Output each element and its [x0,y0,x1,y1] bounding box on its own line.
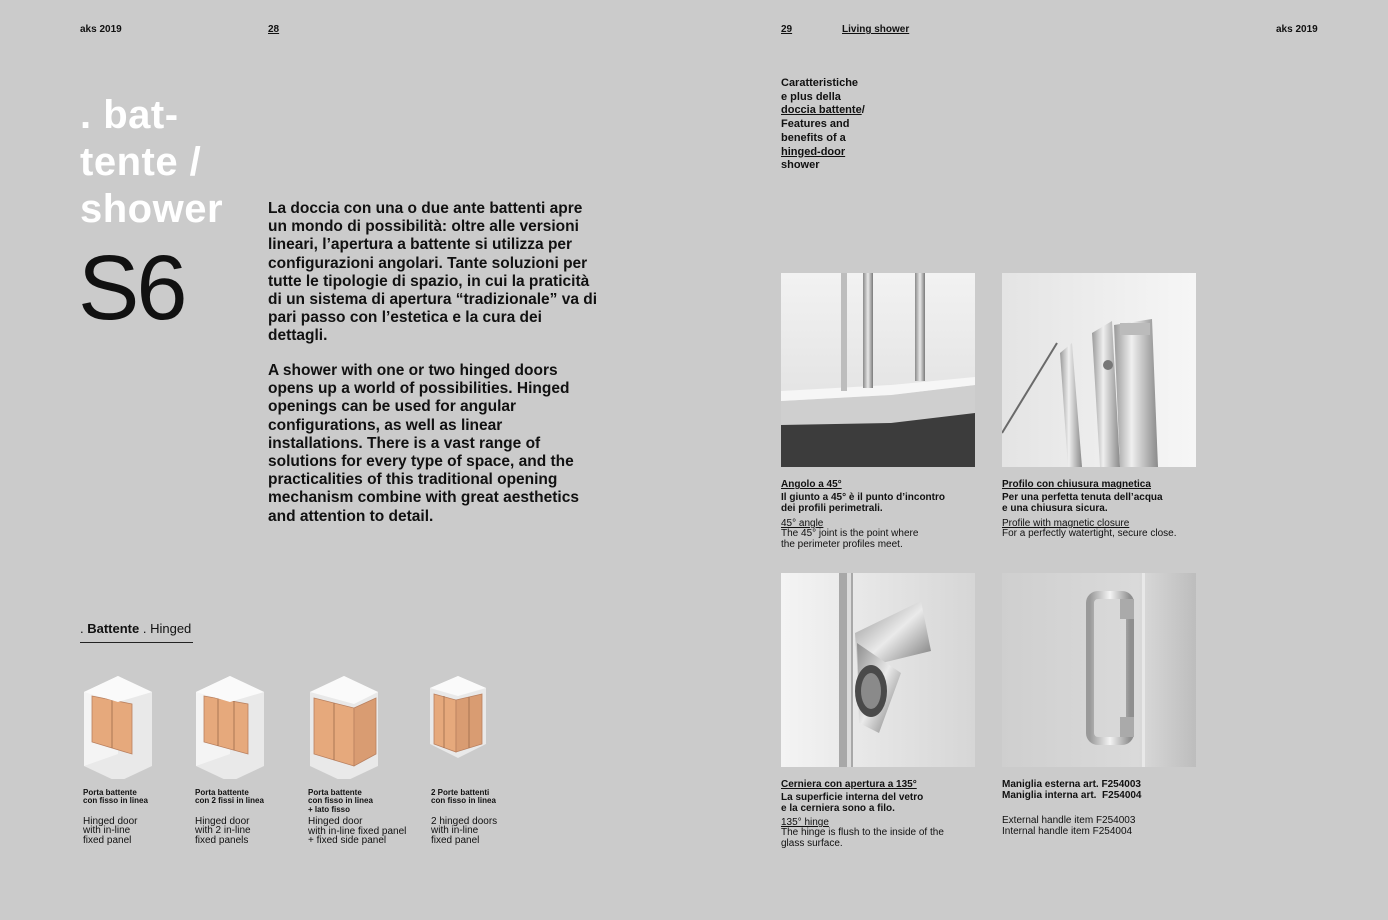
right-brand: aks 2019 [1276,24,1318,35]
photo-handle [1002,573,1196,767]
feature-caption-2: Profilo con chiusura magnetica Per una perfetta tenuta dell’acqua e una chiusura sicura. Profile with magnetic closure For a perfectly watertight, secure close. [1002,479,1177,539]
photo-angle-45 [781,273,975,467]
left-brand: aks 2019 [80,24,122,35]
config-caption-1: Porta battente con fisso in linea Hinged door with in-line fixed panel [83,788,148,846]
model-name: S6 [78,237,185,339]
config-caption-3: Porta battente con fisso in linea + lato fisso Hinged door with in-line fixed panel + fixed side panel [308,788,407,847]
intro-english: A shower with one or two hinged doors opens up a world of possibilities. Hinged openings can be used for angular configurations, as well as linear installations. There is a vast range of solutions for every type of space, and the practicalities of this traditional opening mechanism combine with great aesthetics and attention to detail. [268,362,579,525]
page-title: . bat- tente / shower [80,93,224,231]
photo-magnetic-profile [1002,273,1196,467]
features-title: Caratteristiche e plus della doccia battente/ Features and benefits of a hinged-door shower [781,77,865,172]
photo-hinge-135 [781,573,975,767]
feature-caption-3: Cerniera con apertura a 135° La superficie interna del vetro e la cerniera sono a filo. 135° hinge The hinge is flush to the inside of the glass surface. [781,779,944,849]
config-caption-2: Porta battente con 2 fissi in linea Hinged door with 2 in-line fixed panels [195,788,264,846]
config-caption-4: 2 Porte battenti con fisso in linea 2 hinged doors with in-line fixed panel [431,788,498,846]
diagram-door-fixed [80,674,160,779]
feature-caption-4: Maniglia esterna art. F254003 Maniglia interna art. F254004 External handle item F254003 Internal handle item F254004 [1002,779,1142,837]
section-header: Living shower [842,24,910,35]
diagram-door-fixed-side [306,674,386,779]
diagram-door-two-fixed [192,674,272,779]
intro-italian: La doccia con una o due ante battenti apre un mondo di possibilità: oltre alle versioni lineari, l’apertura a battente si utilizza per configurazioni angolari. Tante soluzioni per tutte le tipologie di spazio, in cui la praticità di un sistema di apertura “tradizionale” va di pari passo con l’estetica e la cura dei dettagli. [268,200,598,345]
diagram-two-doors [422,674,502,779]
section-label: . Battente . Hinged [80,621,193,643]
left-page-number: 28 [268,24,280,35]
right-page-number: 29 [781,24,793,35]
feature-caption-1: Angolo a 45° Il giunto a 45° è il punto d’incontro dei profili perimetrali. 45° angle The 45° joint is the point where the perimeter profiles meet. [781,479,945,550]
